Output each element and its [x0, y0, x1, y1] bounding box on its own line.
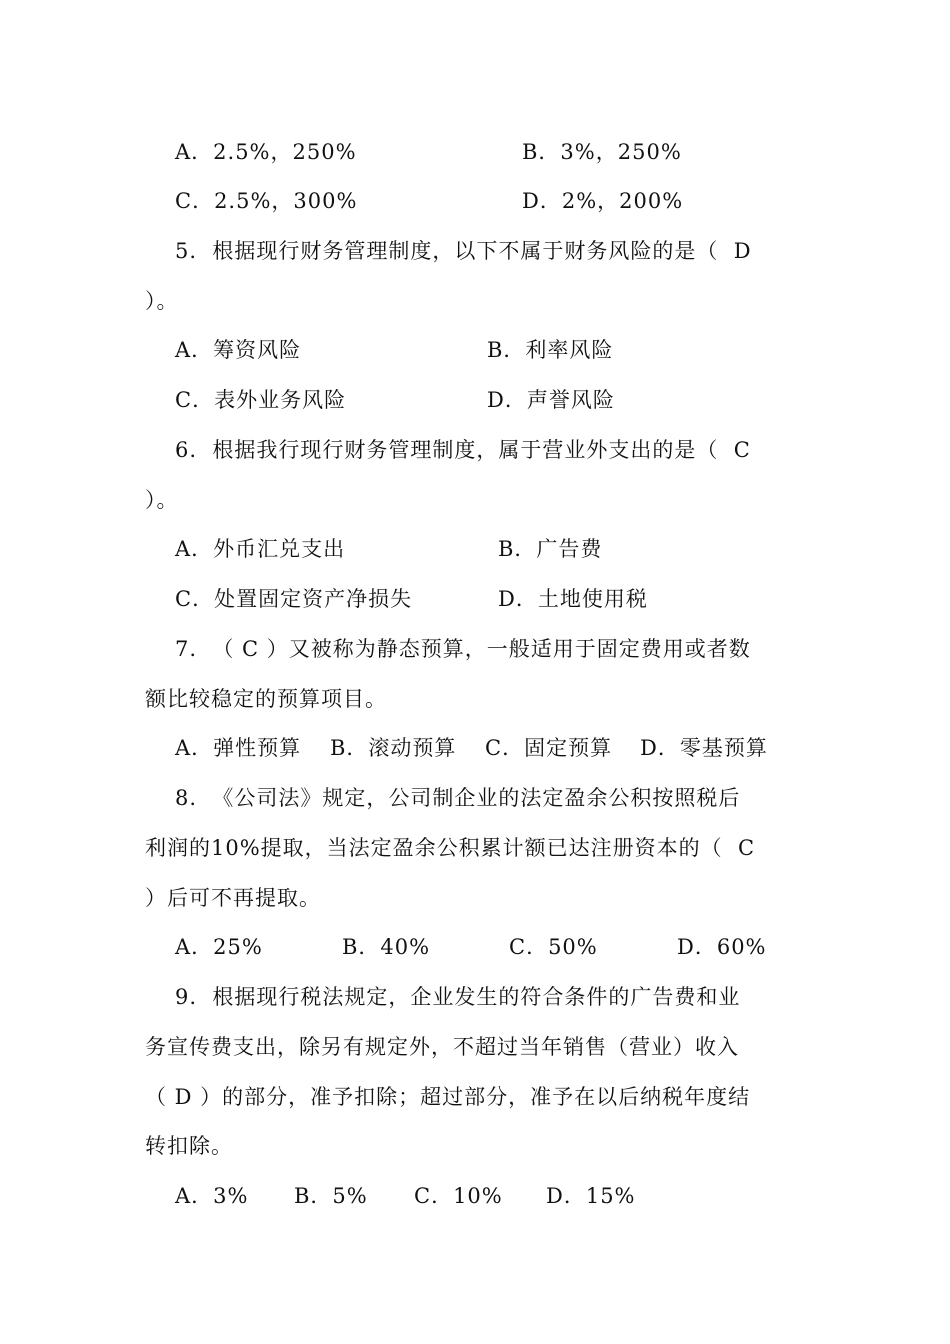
q7-option-c: C．固定预算 — [485, 736, 613, 760]
q9-option-d: D．15% — [546, 1184, 636, 1208]
q8-option-b: B．40% — [342, 935, 431, 959]
q8-stem-line-1: 8. 《公司法》规定，公司制企业的法定盈余公积按照税后 — [175, 786, 741, 810]
q5-stem-line-2: ）。 — [145, 289, 179, 313]
q5-option-d: D．声誉风险 — [487, 388, 615, 412]
q5-option-b: B．利率风险 — [487, 338, 614, 362]
q9-stem-line-2: 务宣传费支出，除另有规定外，不超过当年销售（营业）收入 — [145, 1035, 739, 1059]
q8-option-c: C．50% — [509, 935, 598, 959]
q5-option-c: C．表外业务风险 — [175, 388, 347, 412]
q4-option-b: B．3%，250% — [522, 140, 682, 164]
q6-stem-line-2: ）。 — [145, 488, 179, 512]
q7-option-d: D．零基预算 — [640, 736, 768, 760]
q5-option-a: A．筹资风险 — [175, 338, 302, 362]
q4-option-a: A．2.5%，250% — [175, 140, 357, 164]
q4-option-c: C．2.5%，300% — [175, 189, 358, 213]
q6-option-c: C．处置固定资产净损失 — [175, 587, 413, 611]
q6-option-d: D．土地使用税 — [498, 587, 648, 611]
q7-stem-line-1: 7. （ C ）又被称为静态预算，一般适用于固定费用或者数 — [175, 637, 751, 661]
q8-stem-line-2: 利润的10%提取，当法定盈余公积累计额已达注册资本的（ C — [145, 836, 756, 860]
q9-stem-line-1: 9. 根据现行税法规定，企业发生的符合条件的广告费和业 — [175, 985, 741, 1009]
q8-option-d: D．60% — [677, 935, 767, 959]
q9-option-a: A．3% — [175, 1184, 249, 1208]
q9-stem-line-4: 转扣除。 — [145, 1134, 233, 1158]
q4-option-d: D．2%，200% — [522, 189, 684, 213]
q6-option-a: A．外币汇兑支出 — [175, 537, 346, 561]
q8-stem-line-3: ）后可不再提取。 — [145, 886, 321, 910]
q7-stem-line-2: 额比较稳定的预算项目。 — [145, 687, 387, 711]
q7-option-a: A．弹性预算 — [175, 736, 302, 760]
q6-stem-line-1: 6. 根据我行现行财务管理制度，属于营业外支出的是（ C — [175, 438, 751, 462]
q9-option-c: C．10% — [414, 1184, 503, 1208]
q9-stem-line-3: （ D ）的部分，准予扣除；超过部分，准予在以后纳税年度结 — [145, 1085, 751, 1109]
q9-option-b: B．5% — [294, 1184, 368, 1208]
q5-stem-line-1: 5. 根据现行财务管理制度，以下不属于财务风险的是（ D — [175, 239, 752, 263]
q6-option-b: B．广告费 — [498, 537, 603, 561]
q7-option-b: B．滚动预算 — [330, 736, 457, 760]
q8-option-a: A．25% — [175, 935, 263, 959]
